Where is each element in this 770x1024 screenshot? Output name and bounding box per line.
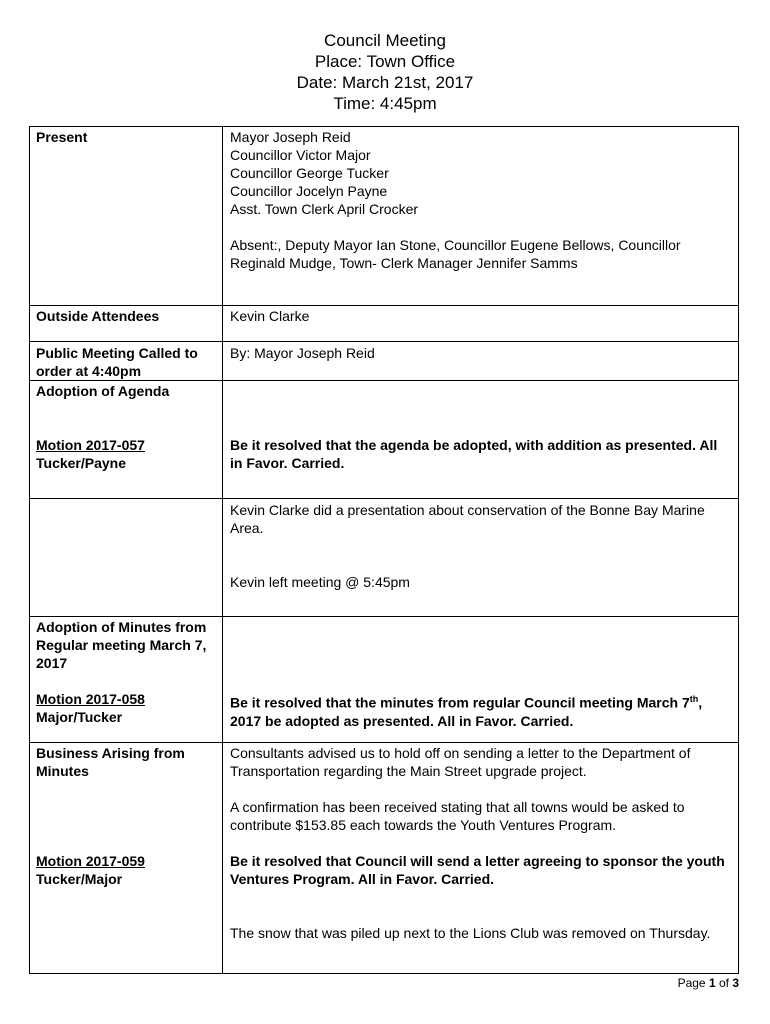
document-header	[0, 30, 770, 114]
called-to-order-label: Public Meeting Called to order at 4:40pm	[36, 345, 198, 379]
minutes-label: Adoption of Minutes from Regular meeting March 7, 2017	[36, 619, 207, 671]
minutes-table	[29, 126, 739, 974]
table-row-business-arising	[30, 743, 739, 974]
absent-list: Absent:, Deputy Mayor Ian Stone, Councillor Eugene Bellows, Councillor Reginald Mudge, Town- Clerk Manager Jennifer Samms	[230, 237, 681, 271]
page-number: Page 1 of 3	[677, 976, 739, 990]
called-to-order-value: By: Mayor Joseph Reid	[230, 345, 375, 361]
present-name: Councillor Jocelyn Payne	[230, 183, 388, 199]
agenda-resolution: Be it resolved that the agenda be adopted, with addition as presented. All in Favor. Carried.	[230, 437, 718, 471]
present-name: Councillor Victor Major	[230, 147, 371, 163]
present-name: Mayor Joseph Reid	[230, 129, 351, 145]
agenda-label: Adoption of Agenda	[36, 383, 170, 399]
presentation-departure: Kevin left meeting @ 5:45pm	[230, 574, 410, 590]
table-row-presentation	[30, 499, 739, 617]
presentation-text: Kevin Clarke did a presentation about conservation of the Bonne Bay Marine Area.	[230, 502, 705, 536]
table-row-present	[30, 127, 739, 306]
table-row-attendees	[30, 306, 739, 342]
agenda-movers: Tucker/Payne	[36, 455, 127, 471]
business-resolution: Be it resolved that Council will send a letter agreeing to sponsor the youth Ventures Program. All in Favor. Carried.	[230, 853, 725, 887]
business-label: Business Arising from Minutes	[36, 745, 185, 779]
agenda-motion-number: Motion 2017-057	[36, 437, 145, 453]
present-label: Present	[36, 129, 88, 145]
attendees-label: Outside Attendees	[36, 308, 160, 324]
meeting-time: Time: 4:45pm	[333, 94, 437, 113]
minutes-movers: Major/Tucker	[36, 709, 123, 725]
business-text-confirmation: A confirmation has been received stating that all towns would be asked to contribute $153.85 each towards the Youth Ventures Program.	[230, 799, 685, 833]
meeting-title: Council Meeting	[324, 31, 446, 50]
table-row-minutes	[30, 617, 739, 743]
minutes-resolution: Be it resolved that the minutes from regular Council meeting March 7th, 2017 be adopted as presented. All in Favor. Carried.	[230, 694, 703, 729]
present-name: Asst. Town Clerk April Crocker	[230, 201, 419, 217]
meeting-date: Date: March 21st, 2017	[296, 73, 474, 92]
business-movers: Tucker/Major	[36, 871, 123, 887]
present-name: Councillor George Tucker	[230, 165, 389, 181]
attendees-value: Kevin Clarke	[230, 308, 310, 324]
business-motion-number: Motion 2017-059	[36, 853, 145, 869]
minutes-motion-number: Motion 2017-058	[36, 691, 145, 707]
table-row-agenda	[30, 381, 739, 499]
table-row-called-to-order	[30, 342, 739, 381]
business-text-consultants: Consultants advised us to hold off on sending a letter to the Department of Transportation regarding the Main Street upgrade project.	[230, 745, 691, 779]
meeting-place: Place: Town Office	[314, 52, 456, 71]
business-text-snow: The snow that was piled up next to the Lions Club was removed on Thursday.	[230, 925, 711, 941]
